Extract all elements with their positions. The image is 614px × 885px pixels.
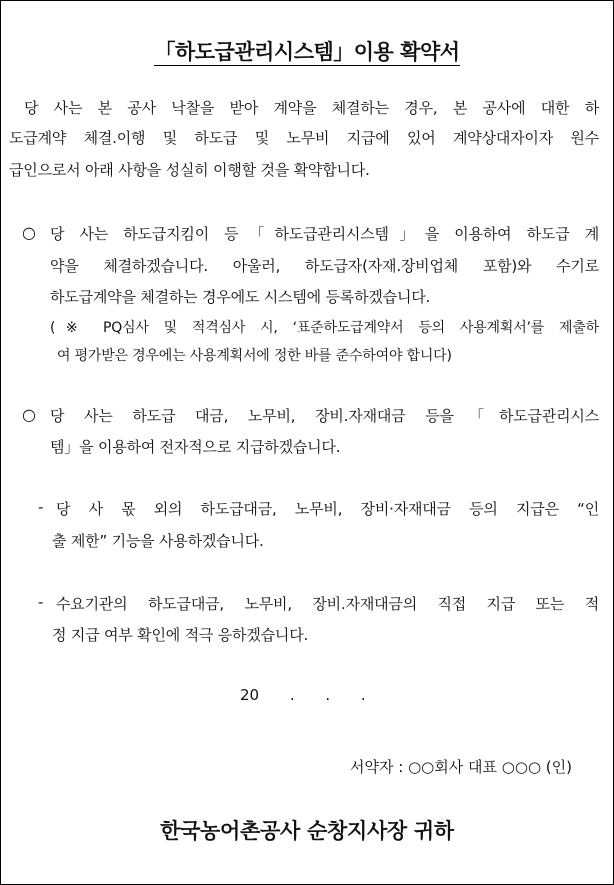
addressee: 한국농어촌공사 순창지사장 귀하 (160, 819, 454, 843)
item1-bullet: ○ (22, 223, 36, 242)
item2-bullet: ○ (22, 405, 36, 424)
dash2-line-1: 수요기관의 하도급대금, 노무비, 장비.자재대금의 직접 지급 또는 적 (56, 595, 599, 613)
dash2-line-2: 정 지급 여부 확인에 적극 응하겠습니다. (52, 626, 309, 644)
document-title (0, 36, 614, 66)
item1-line-3: 하도급계약을 체결하는 경우에도 시스템에 등록하겠습니다. (50, 288, 431, 306)
dash1-line-2: 출 제한” 기능을 사용하겠습니다. (52, 532, 264, 550)
item1-note-line-2: 여 평가받은 경우에는 사용계획서에 정한 바를 준수하여야 합니다) (57, 348, 452, 364)
signature-line: 서약자 : ○○회사 대표 ○○○ (인) (350, 758, 572, 776)
dash1-line-1: 당 사 몫 외의 하도급대금, 노무비, 장비·자재대금 등의 지급은 “인 (56, 500, 599, 518)
item1-line-1: 당 사는 하도급지킴이 등「하도급관리시스템」을 이용하여 하도급 계 (50, 225, 599, 243)
dash1-bullet: - (38, 498, 44, 516)
item2-line-2: 템」을 이용하여 전자적으로 지급하겠습니다. (50, 438, 341, 456)
document-title-text: 「하도급관리시스템」이용 확약서 (154, 40, 460, 64)
intro-line-2: 도급계약 체결.이행 및 하도급 및 노무비 지급에 있어 계약상대자이자 원수 (9, 129, 599, 147)
item2-line-1: 당 사는 하도급 대금, 노무비, 장비.자재대금 등을「하도급관리시스 (50, 407, 599, 425)
intro-line-3: 급인으로서 아래 사항을 성실히 이행할 것을 확약합니다. (9, 161, 370, 179)
dash2-bullet: - (38, 593, 44, 611)
item1-line-2: 약을 체결하겠습니다. 아울러, 하도급자(자재.장비업체 포함)와 수기로 (50, 257, 599, 275)
item1-note-line-1: (※ PQ심사 및 적격심사 시, ‘표준하도급계약서 등의 사용계획서’를 제출하 (50, 320, 599, 336)
intro-line-1: 당 사는 본 공사 낙찰을 받아 계약을 체결하는 경우, 본 공사에 대한 하 (24, 99, 599, 117)
date-line: 20 . . . (240, 686, 366, 704)
